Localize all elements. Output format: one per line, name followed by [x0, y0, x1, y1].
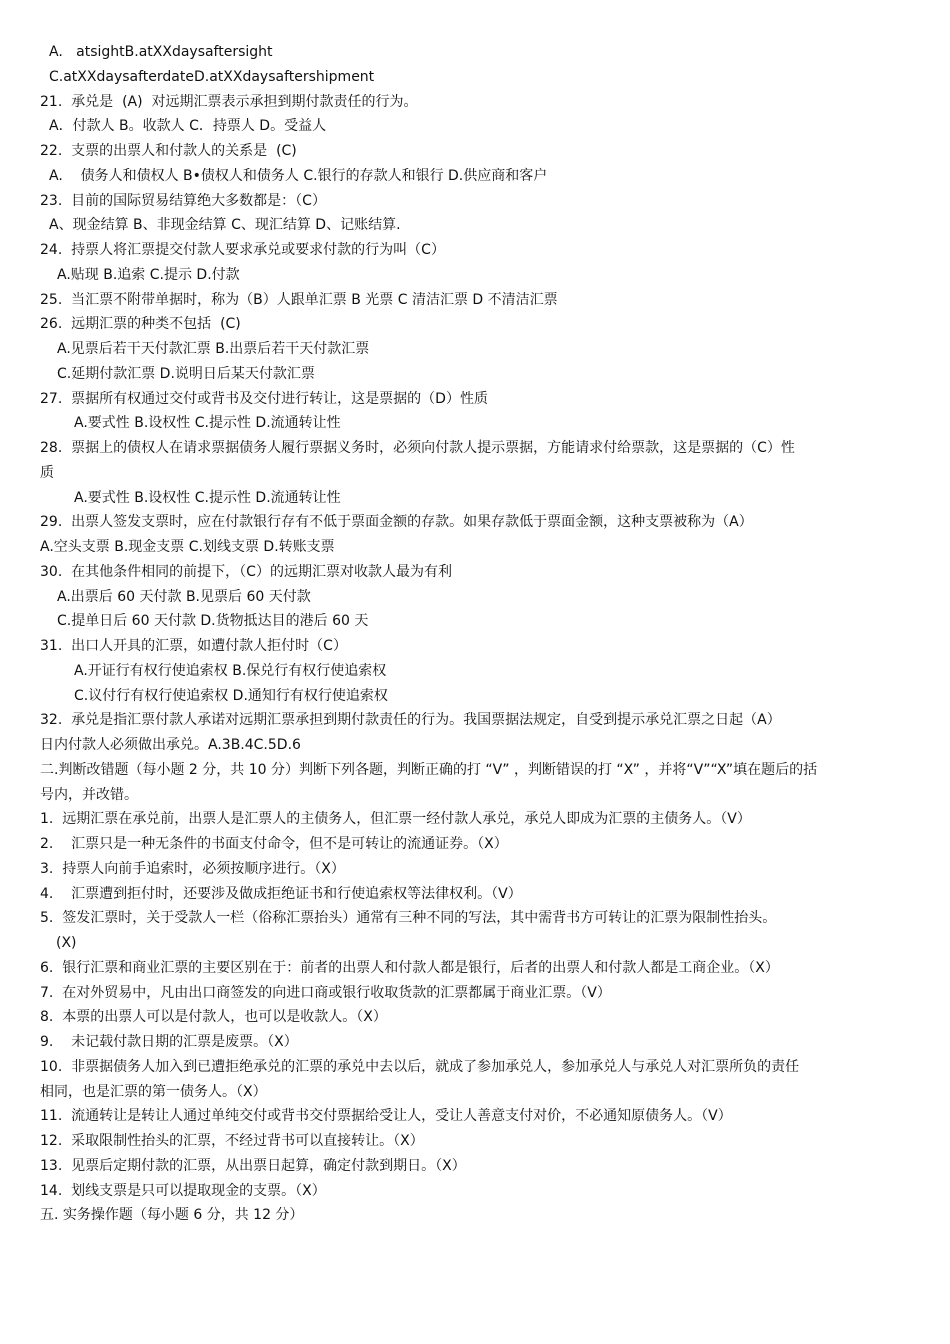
text-line: 8. 本票的出票人可以是付款人，也可以是收款人。（X） — [40, 1009, 387, 1026]
text-line: 10. 非票据债务人加入到已遭拒绝承兑的汇票的承兑中去以后，就成了参加承兑人，参加承兑人与承兑人对汇票所负的责任 — [40, 1058, 800, 1075]
text-line: (X) — [56, 935, 77, 951]
text-line: A.贴现 B.追索 C.提示 D.付款 — [57, 266, 240, 283]
text-line: A.出票后 60 天付款 B.见票后 60 天付款 — [57, 588, 311, 605]
text-line: 31. 出口人开具的汇票，如遭付款人拒付时（C） — [40, 638, 347, 654]
text-line: 27. 票据所有权通过交付或背书及交付进行转让，这是票据的（D）性质 — [40, 390, 488, 407]
text-line: A.空头支票 B.现金支票 C.划线支票 D.转账支票 — [40, 539, 335, 555]
text-line: 29. 出票人签发支票时，应在付款银行存有不低于票面金额的存款。如果存款低于票面金额，这种支票被称为（A） — [40, 514, 753, 531]
text-line: 5. 签发汇票时，关于受款人一栏（俗称汇票抬头）通常有三种不同的写法，其中需背书方可转让的汇票为限制性抬头。 — [40, 910, 777, 927]
text-line: 13. 见票后定期付款的汇票，从出票日起算，确定付款到期日。（X） — [40, 1157, 466, 1174]
text-line: 3. 持票人向前手追索时，必须按顺序进行。（X） — [40, 860, 345, 877]
text-line: A.见票后若干天付款汇票 B.出票后若干天付款汇票 — [57, 341, 370, 357]
text-line: 22. 支票的出票人和付款人的关系是 (C) — [40, 143, 297, 159]
text-line: A. atsightB.atXXdaysaftersight — [49, 44, 273, 60]
text-line: A.要式性 B.设权性 C.提示性 D.流通转让性 — [74, 489, 341, 506]
text-line: A. 债务人和债权人 B•债权人和债务人 C.银行的存款人和银行 D.供应商和客户 — [49, 167, 548, 184]
text-line: 9. 未记载付款日期的汇票是废票。（X） — [40, 1034, 298, 1050]
text-line: 二.判断改错题（每小题 2 分，共 10 分）判断下列各题，判断正确的打 “V” ，判断错误的打 “X” ，并将“V”“X”填在题后的括 — [40, 761, 818, 778]
text-line: 28. 票据上的债权人在请求票据债务人履行票据义务时，必须向付款人提示票据，方能请求付给票款，这是票据的（C）性 — [40, 440, 795, 456]
text-line: 21. 承兑是 (A) 对远期汇票表示承担到期付款责任的行为。 — [40, 93, 418, 110]
text-line: 14. 划线支票是只可以提取现金的支票。（X） — [40, 1182, 326, 1199]
text-line: 12. 采取限制性抬头的汇票，不经过背书可以直接转让。（X） — [40, 1133, 424, 1149]
text-line: A．付款人 B。收款人 C．持票人 D。受益人 — [49, 118, 327, 135]
text-line: 26. 远期汇票的种类不包括 (C) — [40, 316, 241, 333]
text-line: 25. 当汇票不附带单据时，称为（B）人跟单汇票 B 光票 C 清洁汇票 D 不清洁汇票 — [40, 291, 558, 308]
text-line: 号内，并改错。 — [40, 786, 138, 803]
document-body — [40, 40, 912, 1228]
text-line: 30. 在其他条件相同的前提下，（C）的远期汇票对收款人最为有利 — [40, 563, 452, 580]
text-line: 6. 银行汇票和商业汇票的主要区别在于：前者的出票人和付款人都是银行，后者的出票人和付款人都是工商企业。（X） — [40, 959, 779, 976]
text-line: C.atXXdaysafterdateD.atXXdaysaftershipment — [49, 68, 375, 85]
text-line: A、现金结算 B、非现金结算 C、现汇结算 D、记账结算. — [49, 217, 401, 234]
text-line: 相同，也是汇票的第一债务人。（X） — [40, 1083, 267, 1100]
text-line: 32. 承兑是指汇票付款人承诺对远期汇票承担到期付款责任的行为。我国票据法规定，自受到提示承兑汇票之日起（A） — [40, 712, 781, 729]
text-line: C.议付行有权行使追索权 D.通知行有权行使追索权 — [74, 687, 388, 704]
text-line: 24. 持票人将汇票提交付款人要求承兑或要求付款的行为叫（C） — [40, 242, 445, 258]
text-line: 1. 远期汇票在承兑前，出票人是汇票人的主债务人，但汇票一经付款人承兑，承兑人即成为汇票的主债务人。（V） — [40, 811, 751, 828]
text-line: C.提单日后 60 天付款 D.货物抵达目的港后 60 天 — [57, 613, 369, 630]
text-line: 日内付款人必须做出承兑。A.3B.4C.5D.6 — [40, 737, 301, 753]
text-line: 7. 在对外贸易中，凡由出口商签发的向进口商或银行收取货款的汇票都属于商业汇票。（V） — [40, 984, 611, 1001]
text-line: 23. 目前的国际贸易结算绝大多数都是：（C） — [40, 192, 326, 209]
text-line: C.延期付款汇票 D.说明日后某天付款汇票 — [57, 365, 315, 382]
text-line: 4. 汇票遭到拒付时，还要涉及做成拒绝证书和行使追索权等法律权利。（V） — [40, 885, 522, 902]
text-line: 2. 汇票只是一种无条件的书面支付命令，但不是可转让的流通证券。（X） — [40, 836, 508, 852]
text-line: A.开证行有权行使追索权 B.保兑行有权行使追索权 — [74, 662, 387, 679]
text-line: A.要式性 B.设权性 C.提示性 D.流通转让性 — [74, 415, 341, 432]
text-line: 11. 流通转让是转让人通过单纯交付或背书交付票据给受让人，受让人善意支付对价，不必通知原债务人。（V） — [40, 1108, 732, 1125]
text-line: 五. 实务操作题（每小题 6 分，共 12 分） — [40, 1207, 304, 1224]
text-line: 质 — [40, 464, 54, 481]
